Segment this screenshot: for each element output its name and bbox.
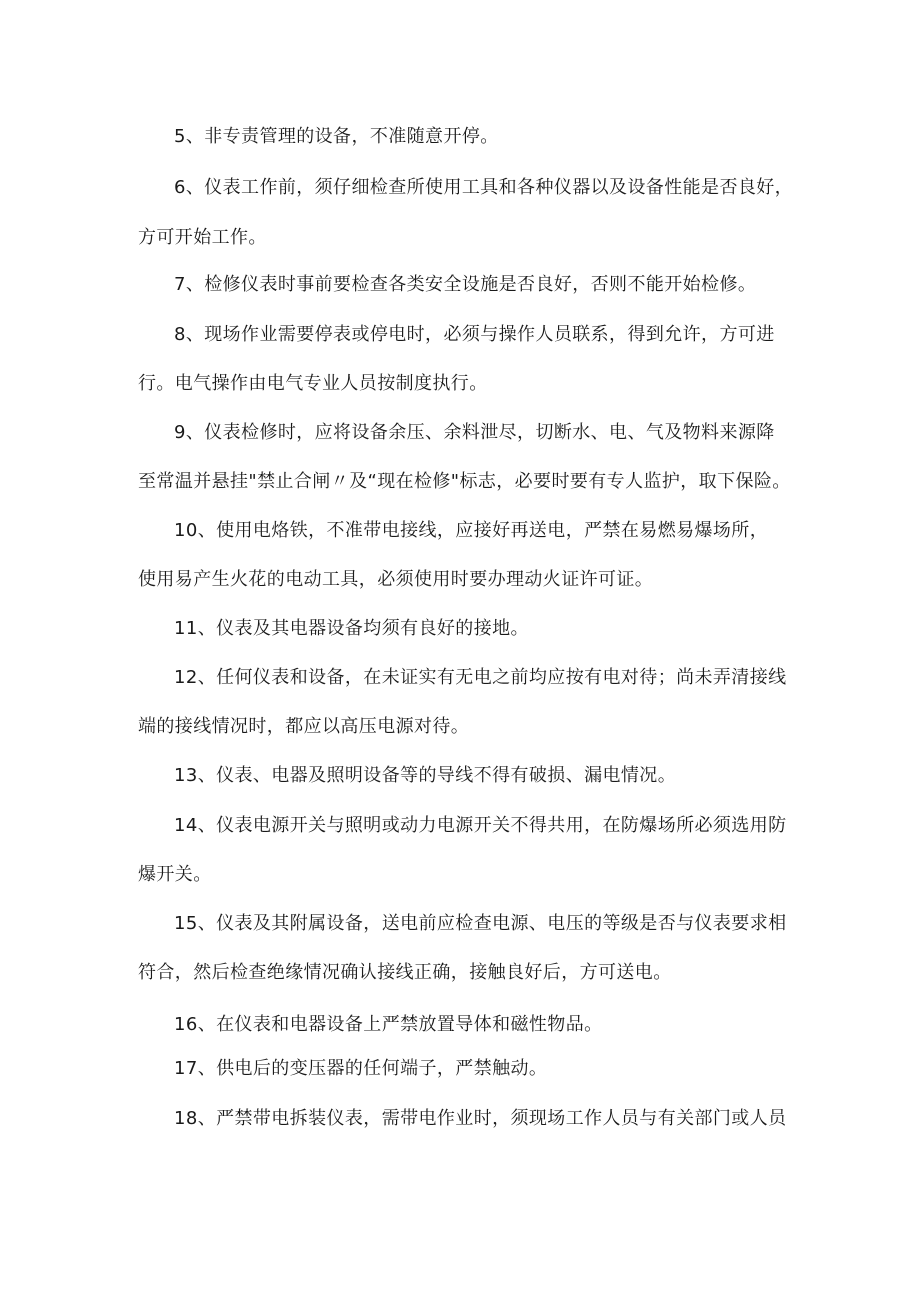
- paragraph-line: 13、仪表、电器及照明设备等的导线不得有破损、漏电情况。: [174, 765, 677, 786]
- paragraph-line: 15、仪表及其附属设备，送电前应检查电源、电压的等级是否与仪表要求相: [174, 913, 787, 934]
- paragraph-line: 12、任何仪表和设备，在未证实有无电之前均应按有电对待；尚未弄清接线: [174, 667, 787, 688]
- paragraph-line: 使用易产生火花的电动工具，必须使用时要办理动火证许可证。: [138, 569, 654, 590]
- paragraph-line: 17、供电后的变压器的任何端子，严禁触动。: [174, 1058, 548, 1079]
- paragraph-line: 端的接线情况时，都应以高压电源对待。: [138, 716, 470, 737]
- paragraph-line: 11、仪表及其电器设备均须有良好的接地。: [174, 618, 529, 639]
- paragraph-line: 至常温并悬挂"禁止合闸〃及“现在检修"标志，必要时要有专人监护，取下保险。: [138, 471, 791, 492]
- paragraph-line: 7、检修仪表时事前要检查各类安全设施是否良好，否则不能开始检修。: [174, 274, 757, 295]
- paragraph-line: 行。电气操作由电气专业人员按制度执行。: [138, 373, 488, 394]
- paragraph-line: 爆开关。: [138, 864, 212, 885]
- paragraph-line: 18、严禁带电拆装仪表，需带电作业时，须现场工作人员与有关部门或人员: [174, 1108, 787, 1129]
- paragraph-line: 16、在仪表和电器设备上严禁放置导体和磁性物品。: [174, 1014, 603, 1035]
- paragraph-line: 14、仪表电源开关与照明或动力电源开关不得共用，在防爆场所必须选用防: [174, 815, 787, 836]
- paragraph-line: 方可开始工作。: [138, 227, 267, 248]
- paragraph-line: 6、仪表工作前，须仔细检查所使用工具和各种仪器以及设备性能是否良好，: [174, 177, 794, 198]
- paragraph-line: 8、现场作业需要停表或停电时，必须与操作人员联系，得到允许，方可进: [174, 324, 775, 345]
- paragraph-line: 9、仪表检修时，应将设备余压、余料泄尽，切断水、电、气及物料来源降: [174, 422, 775, 443]
- paragraph-line: 10、使用电烙铁，不准带电接线，应接好再送电，严禁在易燃易爆场所，: [174, 520, 769, 541]
- paragraph-line: 符合，然后检查绝缘情况确认接线正确，接触良好后，方可送电。: [138, 962, 672, 983]
- paragraph-line: 5、非专责管理的设备，不准随意开停。: [174, 126, 499, 147]
